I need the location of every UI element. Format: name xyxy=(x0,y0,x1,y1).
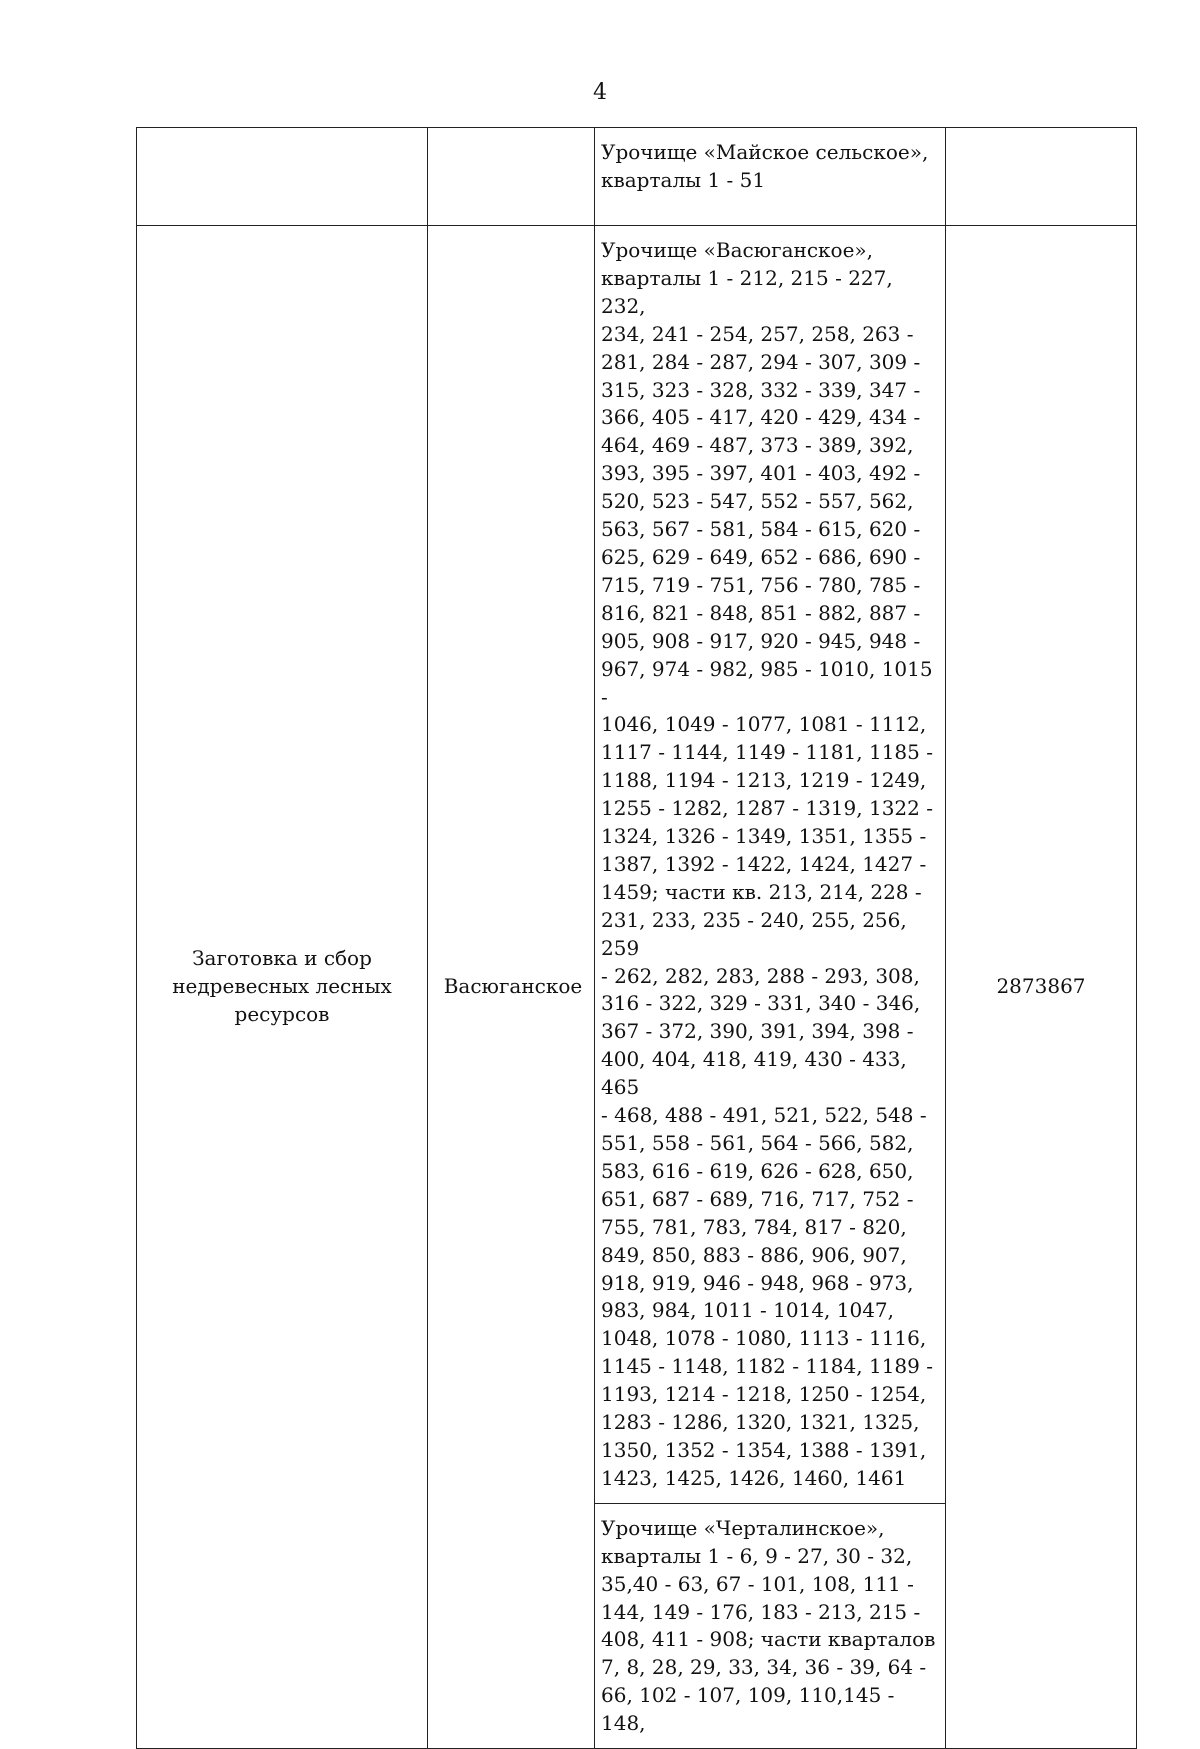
forestry-cell xyxy=(428,128,595,226)
tracts-cell: Урочище «Майское сельское», кварталы 1 - 51 xyxy=(595,128,946,226)
page-number: 4 xyxy=(593,80,607,105)
area-cell xyxy=(946,128,1137,226)
tracts-cell: Урочище «Черталинское», кварталы 1 - 6, 9 - 27, 30 - 32, 35,40 - 63, 67 - 101, 108, 111 - 144, 149 - 176, 183 - 213, 215 - 408, 411 - 908; части кварталов 7, 8, 28, 29, 33, 34, 36 - 39, 64 - 66, 102 - 107, 109, 110,145 - 148, xyxy=(595,1503,946,1748)
activity-cell xyxy=(137,226,428,1749)
forestry-cell: Васюганское xyxy=(428,226,595,1749)
activity-text: Заготовка и сбор недревесных лесных ресурсов xyxy=(172,946,392,1026)
tracts-cell: Урочище «Васюганское», кварталы 1 - 212, 215 - 227, 232, 234, 241 - 254, 257, 258, 263 - 281, 284 - 287, 294 - 307, 309 - 315, 323 - 328, 332 - 339, 347 - 366, 405 - 417, 420 - 429, 434 - 464, 469 - 487, 373 - 389, 392, 393, 395 - 397, 401 - 403, 492 - 520, 523 - 547, 552 - 557, 562, 563, 567 - 581, 584 - 615, 620 - 625, 629 - 649, 652 - 686, 690 - 715, 719 - 751, 756 - 780, 785 - 816, 821 - 848, 851 - 882, 887 - 905, 908 - 917, 920 - 945, 948 - 967, 974 - 982, 985 - 1010, 1015 - 1046, 1049 - 1077, 1081 - 1112, 1117 - 1144, 1149 - 1181, 1185 - 1188, 1194 - 1213, 1219 - 1249, 1255 - 1282, 1287 - 1319, 1322 - 1324, 1326 - 1349, 1351, 1355 - 1387, 1392 - 1422, 1424, 1427 - 1459; части кв. 213, 214, 228 - 231, 233, 235 - 240, 255, 256, 259 - 262, 282, 283, 288 - 293, 308, 316 - 322, 329 - 331, 340 - 346, 367 - 372, 390, 391, 394, 398 - 400, 404, 418, 419, 430 - 433, 465 - 468, 488 - 491, 521, 522, 548 - 551, 558 - 561, 564 - 566, 582, 583, 616 - 619, 626 - 628, 650, 651, 687 - 689, 716, 717, 752 - 755, 781, 783, 784, 817 - 820, 849, 850, 883 - 886, 906, 907, 918, 919, 946 - 948, 968 - 973, 983, 984, 1011 - 1014, 1047, 1048, 1078 - 1080, 1113 - 1116, 1145 - 1148, 1182 - 1184, 1189 - 1193, 1214 - 1218, 1250 - 1254, 1283 - 1286, 1320, 1321, 1325, 1350, 1352 - 1354, 1388 - 1391, 1423, 1425, 1426, 1460, 1461 xyxy=(595,226,946,1504)
table-row xyxy=(137,226,1137,1504)
activity-cell xyxy=(137,128,428,226)
table-row xyxy=(137,128,1137,226)
area-cell: 2873867 xyxy=(946,226,1137,1749)
forest-use-table xyxy=(136,127,1137,1749)
